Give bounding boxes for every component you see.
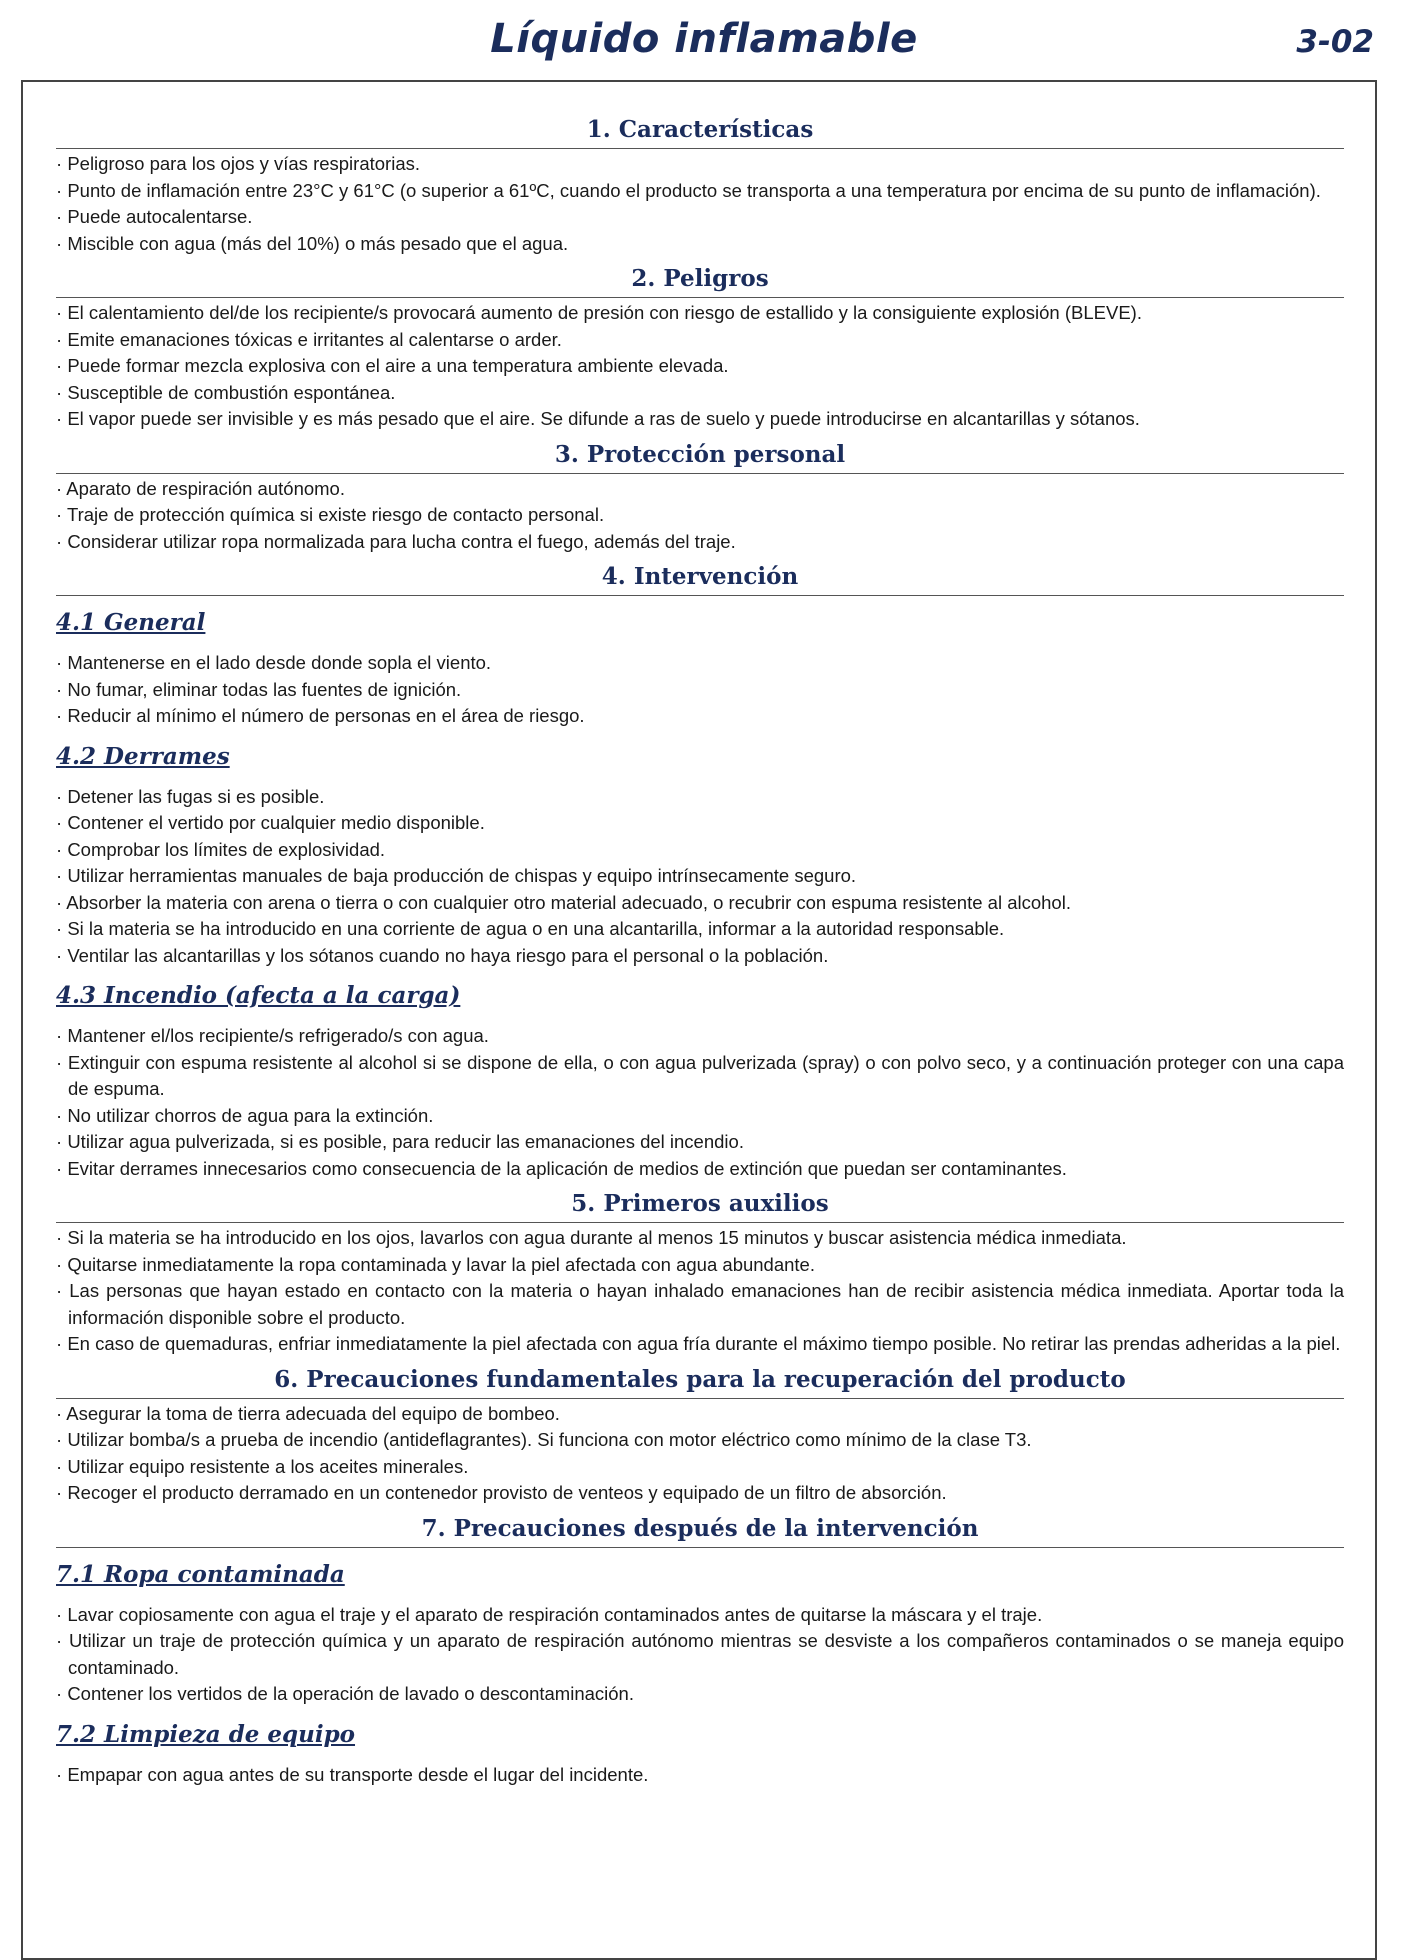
- list-item: · Emite emanaciones tóxicas e irritantes al calentarse o arder.: [56, 327, 1344, 354]
- section-7: [56, 1511, 1344, 1789]
- list-item: · Asegurar la toma de tierra adecuada del equipo de bombeo.: [56, 1401, 1344, 1428]
- list-item: · Extinguir con espuma resistente al alcohol si se dispone de ella, o con agua pulverizada (spray) o con polvo seco, y a continuación proteger con una capa de espuma.: [56, 1050, 1344, 1103]
- list-item: · Absorber la materia con arena o tierra o con cualquier otro material adecuado, o recubrir con espuma resistente al alcohol.: [56, 890, 1344, 917]
- section-title: 6. Precauciones fundamentales para la recuperación del producto: [56, 1362, 1344, 1399]
- list-item: · Empapar con agua antes de su transporte desde el lugar del incidente.: [56, 1762, 1344, 1789]
- section-title: 5. Primeros auxilios: [56, 1186, 1344, 1223]
- list-item: · Evitar derrames innecesarios como consecuencia de la aplicación de medios de extinción que puedan ser contaminantes.: [56, 1156, 1344, 1183]
- subsection-title: 4.2 Derrames: [56, 742, 230, 770]
- subsection-title: 4.1 General: [56, 609, 206, 636]
- section-3: [56, 437, 1344, 556]
- list-item: · Puede autocalentarse.: [56, 204, 1344, 231]
- document-title: Líquido inflamable: [490, 16, 918, 62]
- section-2: [56, 261, 1344, 433]
- section-3-list: [56, 476, 1344, 556]
- subsection-4-2-list: [56, 784, 1344, 970]
- list-item: · Quitarse inmediatamente la ropa contaminada y lavar la piel afectada con agua abundante.: [56, 1252, 1344, 1279]
- list-item: · Miscible con agua (más del 10%) o más pesado que el agua.: [56, 231, 1344, 258]
- subsection-4-3-list: [56, 1023, 1344, 1182]
- list-item: · Punto de inflamación entre 23°C y 61°C (o superior a 61ºC, cuando el producto se transporta a una temperatura por encima de su punto de inflamación).: [56, 178, 1344, 205]
- subsection-4-1-list: [56, 650, 1344, 730]
- section-4: [56, 559, 1344, 1182]
- list-item: · Aparato de respiración autónomo.: [56, 476, 1344, 503]
- list-item: · Contener los vertidos de la operación de lavado o descontaminación.: [56, 1681, 1344, 1708]
- list-item: · El vapor puede ser invisible y es más pesado que el aire. Se difunde a ras de suelo y puede introducirse en alcantarillas y sótanos.: [56, 406, 1344, 433]
- list-item: · Utilizar bomba/s a prueba de incendio (antideflagrantes). Si funciona con motor eléctrico como mínimo de la clase T3.: [56, 1427, 1344, 1454]
- section-title: 7. Precauciones después de la intervención: [56, 1511, 1344, 1548]
- subsection-title: 7.2 Limpieza de equipo: [56, 1720, 356, 1748]
- list-item: · En caso de quemaduras, enfriar inmediatamente la piel afectada con agua fría durante el máximo tiempo posible. No retirar las prendas adheridas a la piel.: [56, 1331, 1344, 1358]
- list-item: · No fumar, eliminar todas las fuentes de ignición.: [56, 677, 1344, 704]
- section-6-list: [56, 1401, 1344, 1507]
- document-code: 3-02: [1296, 24, 1374, 60]
- subsection-7-2-list: [56, 1762, 1344, 1789]
- section-title: 2. Peligros: [56, 261, 1344, 298]
- document-body: [56, 112, 1344, 1792]
- section-title: 4. Intervención: [56, 559, 1344, 596]
- list-item: · Puede formar mezcla explosiva con el aire a una temperatura ambiente elevada.: [56, 353, 1344, 380]
- list-item: · Considerar utilizar ropa normalizada para lucha contra el fuego, además del traje.: [56, 529, 1344, 556]
- section-6: [56, 1362, 1344, 1507]
- section-title: 3. Protección personal: [56, 437, 1344, 474]
- list-item: · Si la materia se ha introducido en los ojos, lavarlos con agua durante al menos 15 minutos y buscar asistencia médica inmediata.: [56, 1225, 1344, 1252]
- list-item: · Utilizar equipo resistente a los aceites minerales.: [56, 1454, 1344, 1481]
- page-header: [0, 0, 1408, 78]
- subsection-title: 7.1 Ropa contaminada: [56, 1560, 345, 1588]
- list-item: · Si la materia se ha introducido en una corriente de agua o en una alcantarilla, informar a la autoridad responsable.: [56, 916, 1344, 943]
- list-item: · El calentamiento del/de los recipiente/s provocará aumento de presión con riesgo de estallido y la consiguiente explosión (BLEVE).: [56, 300, 1344, 327]
- list-item: · Recoger el producto derramado en un contenedor provisto de venteos y equipado de un filtro de absorción.: [56, 1480, 1344, 1507]
- list-item: · Utilizar agua pulverizada, si es posible, para reducir las emanaciones del incendio.: [56, 1129, 1344, 1156]
- list-item: · Contener el vertido por cualquier medio disponible.: [56, 810, 1344, 837]
- list-item: · Mantenerse en el lado desde donde sopla el viento.: [56, 650, 1344, 677]
- list-item: · Traje de protección química si existe riesgo de contacto personal.: [56, 502, 1344, 529]
- section-5: [56, 1186, 1344, 1358]
- list-item: · Detener las fugas si es posible.: [56, 784, 1344, 811]
- list-item: · Lavar copiosamente con agua el traje y el aparato de respiración contaminados antes de quitarse la máscara y el traje.: [56, 1602, 1344, 1629]
- list-item: · Ventilar las alcantarillas y los sótanos cuando no haya riesgo para el personal o la población.: [56, 943, 1344, 970]
- list-item: · Utilizar herramientas manuales de baja producción de chispas y equipo intrínsecamente seguro.: [56, 863, 1344, 890]
- section-title: 1. Características: [56, 112, 1344, 149]
- section-1-list: [56, 151, 1344, 257]
- subsection-7-1-list: [56, 1602, 1344, 1708]
- list-item: · Reducir al mínimo el número de personas en el área de riesgo.: [56, 703, 1344, 730]
- list-item: · Las personas que hayan estado en contacto con la materia o hayan inhalado emanaciones han de recibir asistencia médica inmediata. Aportar toda la información disponible sobre el producto.: [56, 1278, 1344, 1331]
- section-1: [56, 112, 1344, 257]
- section-5-list: [56, 1225, 1344, 1358]
- subsection-title: 4.3 Incendio (afecta a la carga): [56, 982, 461, 1009]
- list-item: · Peligroso para los ojos y vías respiratorias.: [56, 151, 1344, 178]
- list-item: · No utilizar chorros de agua para la extinción.: [56, 1103, 1344, 1130]
- list-item: · Comprobar los límites de explosividad.: [56, 837, 1344, 864]
- list-item: · Susceptible de combustión espontánea.: [56, 380, 1344, 407]
- list-item: · Mantener el/los recipiente/s refrigerado/s con agua.: [56, 1023, 1344, 1050]
- list-item: · Utilizar un traje de protección química y un aparato de respiración autónomo mientras se desviste a los compañeros contaminados o se maneja equipo contaminado.: [56, 1628, 1344, 1681]
- section-2-list: [56, 300, 1344, 433]
